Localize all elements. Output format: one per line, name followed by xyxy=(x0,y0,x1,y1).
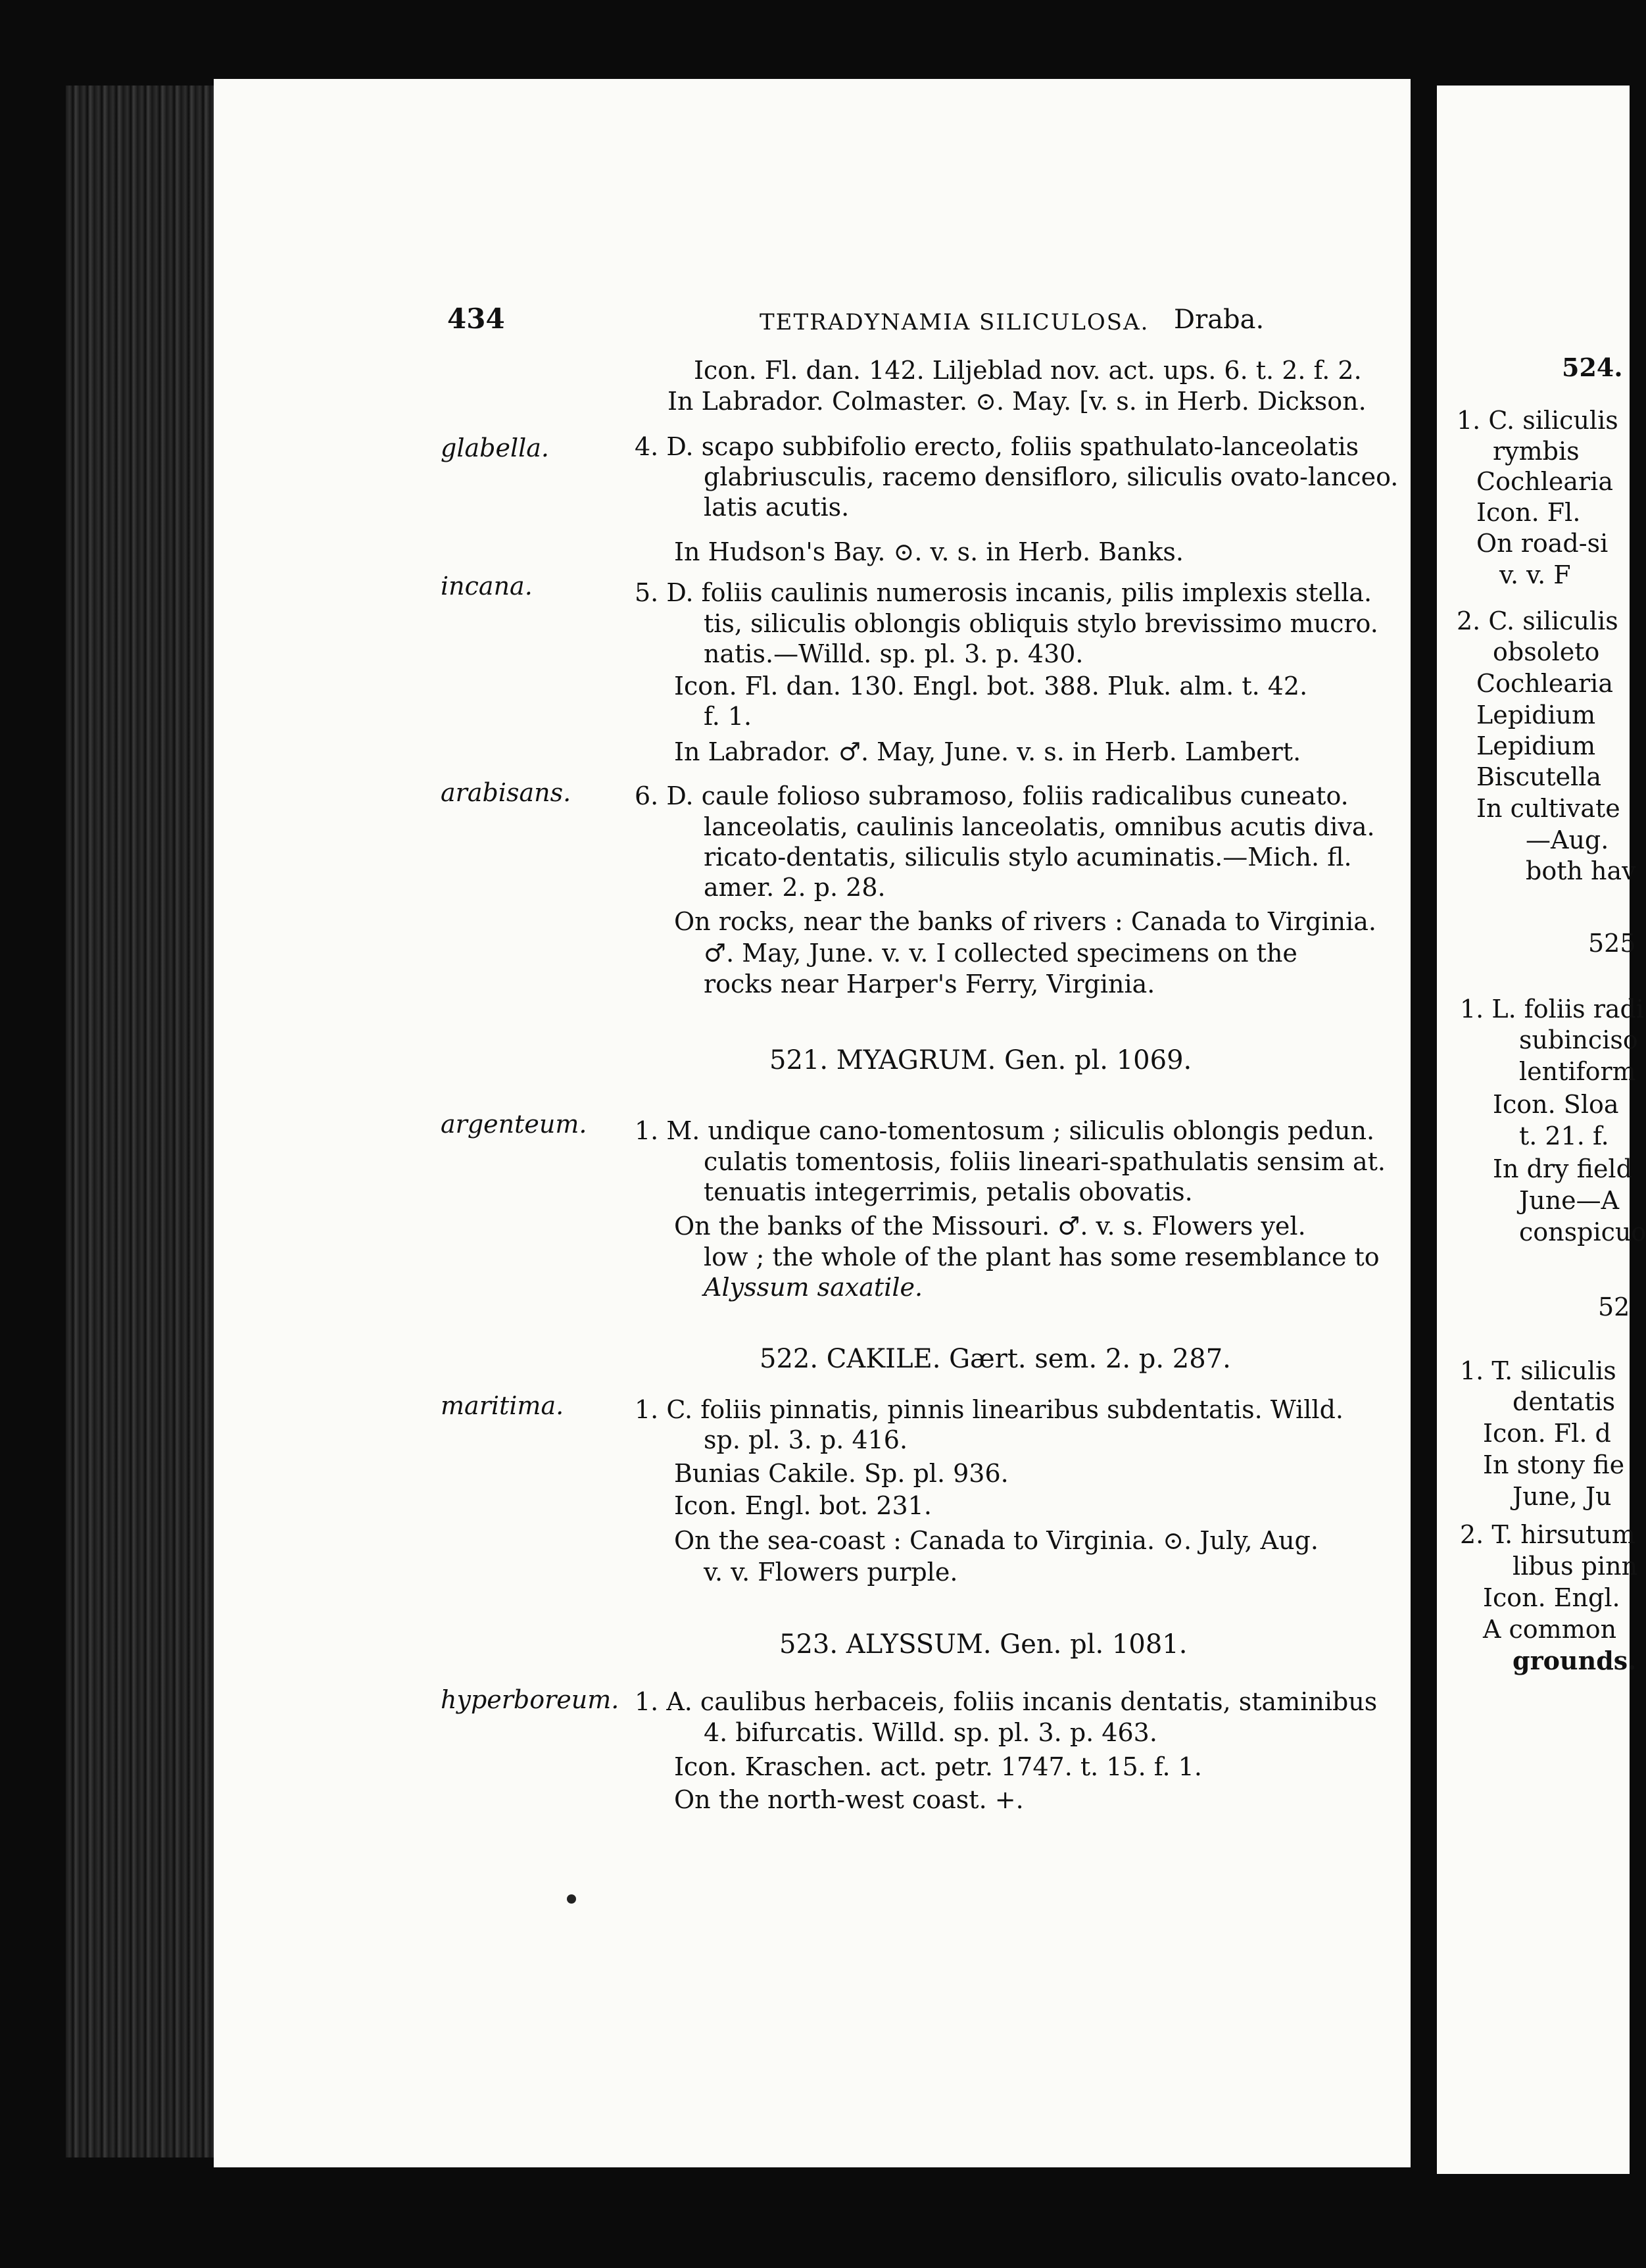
text-line: lanceolatis, caulinis lanceolatis, omnibus acutis diva. xyxy=(704,812,1375,841)
text-line: f. 1. xyxy=(704,702,752,731)
margin-name-glabella: glabella. xyxy=(441,433,549,462)
text-line: rocks near Harper's Ferry, Virginia. xyxy=(704,970,1155,998)
text-line: 1. A. caulibus herbaceis, foliis incanis dentatis, staminibus xyxy=(635,1687,1378,1716)
text-line: tis, siliculis oblongis obliquis stylo brevissimo mucro. xyxy=(704,609,1378,638)
text-line: tenuatis integerrimis, petalis obovatis. xyxy=(704,1177,1193,1206)
text-line: 6. D. caule folioso subramoso, foliis radicalibus cuneato. xyxy=(635,781,1349,810)
facing-text-line: Cochlearia xyxy=(1476,669,1613,698)
text-line: On the sea-coast : Canada to Virginia. ⊙. July, Aug. xyxy=(674,1526,1319,1555)
text-line: Alyssum saxatile. xyxy=(704,1273,923,1302)
text-line: v. v. Flowers purple. xyxy=(704,1558,958,1587)
facing-text-line: 2. T. hirsutum xyxy=(1460,1520,1635,1549)
text-line: In Hudson's Bay. ⊙. v. s. in Herb. Banks. xyxy=(674,537,1184,566)
facing-text-line: June—A xyxy=(1519,1186,1620,1215)
text-line: ♂. May, June. v. v. I collected specimens on the xyxy=(704,939,1297,968)
facing-text-line: June, Ju xyxy=(1513,1482,1612,1511)
book-page xyxy=(214,79,1411,2167)
text-line: In Labrador. Colmaster. ⊙. May. [v. s. in Herb. Dickson. xyxy=(667,387,1367,416)
text-line: In Labrador. ♂. May, June. v. s. in Herb. Lambert. xyxy=(674,737,1301,766)
text-line: 1. C. foliis pinnatis, pinnis linearibus subdentatis. Willd. xyxy=(635,1395,1343,1424)
ink-speck xyxy=(567,1894,576,1904)
facing-text-line: v. v. F xyxy=(1499,560,1571,589)
facing-text-line: t. 21. f. xyxy=(1519,1122,1609,1150)
margin-name-hyperboreum: hyperboreum. xyxy=(441,1685,619,1714)
facing-page-fragment xyxy=(1437,86,1646,2174)
running-genus: Draba. xyxy=(1174,305,1265,335)
facing-text-line: 1. T. siliculis xyxy=(1460,1356,1616,1385)
text-line: natis.—Willd. sp. pl. 3. p. 430. xyxy=(704,639,1084,668)
text-line: On the banks of the Missouri. ♂. v. s. Flowers yel. xyxy=(674,1212,1306,1241)
facing-text-line: Icon. Fl. xyxy=(1476,498,1581,527)
facing-text-line: Lepidium xyxy=(1476,731,1596,760)
facing-text-line: 524. xyxy=(1562,353,1623,382)
text-line: low ; the whole of the plant has some resemblance to xyxy=(704,1243,1380,1271)
facing-text-line: 525 xyxy=(1588,929,1636,958)
facing-text-line: Biscutella xyxy=(1476,762,1602,791)
margin-name-arabisans: arabisans. xyxy=(441,778,571,807)
text-line: 5. D. foliis caulinis numerosis incanis, pilis implexis stella. xyxy=(635,578,1372,607)
margin-name-maritima: maritima. xyxy=(441,1391,564,1420)
text-line: Icon. Engl. bot. 231. xyxy=(674,1491,932,1520)
text-line: Icon. Fl. dan. 130. Engl. bot. 388. Pluk. alm. t. 42. xyxy=(674,672,1308,701)
margin-name-argenteum: argenteum. xyxy=(441,1110,587,1139)
text-line: ricato-dentatis, siliculis stylo acuminatis.—Mich. fl. xyxy=(704,843,1352,872)
facing-text-line: 52 xyxy=(1598,1293,1630,1321)
facing-text-line: On road-si xyxy=(1476,529,1609,558)
facing-text-line: rymbis xyxy=(1493,437,1580,466)
facing-text-line: both hav xyxy=(1526,856,1636,885)
facing-text-line: subinciso xyxy=(1519,1025,1638,1054)
facing-text-line: Lepidium xyxy=(1476,701,1596,729)
text-line: On the north-west coast. +. xyxy=(674,1785,1024,1814)
facing-text-line: In cultivate xyxy=(1476,794,1620,823)
facing-text-line: obsoleto xyxy=(1493,637,1600,666)
facing-text-line: libus pinn xyxy=(1513,1552,1638,1581)
facing-text-line: lentiform xyxy=(1519,1057,1636,1086)
facing-text-line: Cochlearia xyxy=(1476,467,1613,496)
text-line: Icon. Fl. dan. 142. Liljeblad nov. act. ups. 6. t. 2. f. 2. xyxy=(694,356,1362,385)
facing-text-line: Icon. Sloa xyxy=(1493,1090,1619,1119)
facing-text-line: 1. L. foliis radi xyxy=(1460,995,1645,1023)
page-number: 434 xyxy=(447,303,505,335)
margin-name-incana: incana. xyxy=(441,572,533,601)
text-line: 1. M. undique cano-tomentosum ; siliculis oblongis pedun. xyxy=(635,1116,1375,1145)
genus-heading-cakile: 522. CAKILE. Gært. sem. 2. p. 287. xyxy=(760,1344,1231,1374)
text-line: 4. bifurcatis. Willd. sp. pl. 3. p. 463. xyxy=(704,1718,1157,1747)
facing-text-line: In dry field xyxy=(1493,1154,1632,1183)
facing-text-line: conspicuo xyxy=(1519,1218,1646,1246)
text-line: latis acutis. xyxy=(704,493,850,522)
genus-heading-myagrum: 521. MYAGRUM. Gen. pl. 1069. xyxy=(769,1045,1192,1075)
facing-text-line: Icon. Engl. xyxy=(1483,1583,1620,1612)
genus-heading-alyssum: 523. ALYSSUM. Gen. pl. 1081. xyxy=(779,1629,1188,1660)
text-line: culatis tomentosis, foliis lineari-spathulatis sensim at. xyxy=(704,1147,1386,1176)
text-line: Icon. Kraschen. act. petr. 1747. t. 15. f. 1. xyxy=(674,1752,1202,1781)
text-line: On rocks, near the banks of rivers : Canada to Virginia. xyxy=(674,907,1376,936)
facing-text-line: A common xyxy=(1483,1615,1617,1644)
facing-text-line: In stony fie xyxy=(1483,1450,1625,1479)
text-line: Bunias Cakile. Sp. pl. 936. xyxy=(674,1459,1009,1488)
text-line: amer. 2. p. 28. xyxy=(704,873,886,902)
facing-text-line: 2. C. siliculis xyxy=(1457,606,1618,635)
facing-text-line: grounds. xyxy=(1513,1646,1637,1675)
text-line: sp. pl. 3. p. 416. xyxy=(704,1425,908,1454)
facing-text-line: Icon. Fl. d xyxy=(1483,1419,1611,1448)
facing-text-line: —Aug. xyxy=(1526,826,1609,854)
running-title: TETRADYNAMIA SILICULOSA. xyxy=(760,309,1150,335)
facing-text-line: dentatis xyxy=(1513,1387,1616,1416)
book-spine-shadow xyxy=(66,86,216,2157)
facing-text-line: 1. C. siliculis xyxy=(1457,406,1618,435)
text-line: 4. D. scapo subbifolio erecto, foliis spathulato-lanceolatis xyxy=(635,432,1359,461)
text-line: glabriusculis, racemo densifloro, siliculis ovato-lanceo. xyxy=(704,462,1399,491)
